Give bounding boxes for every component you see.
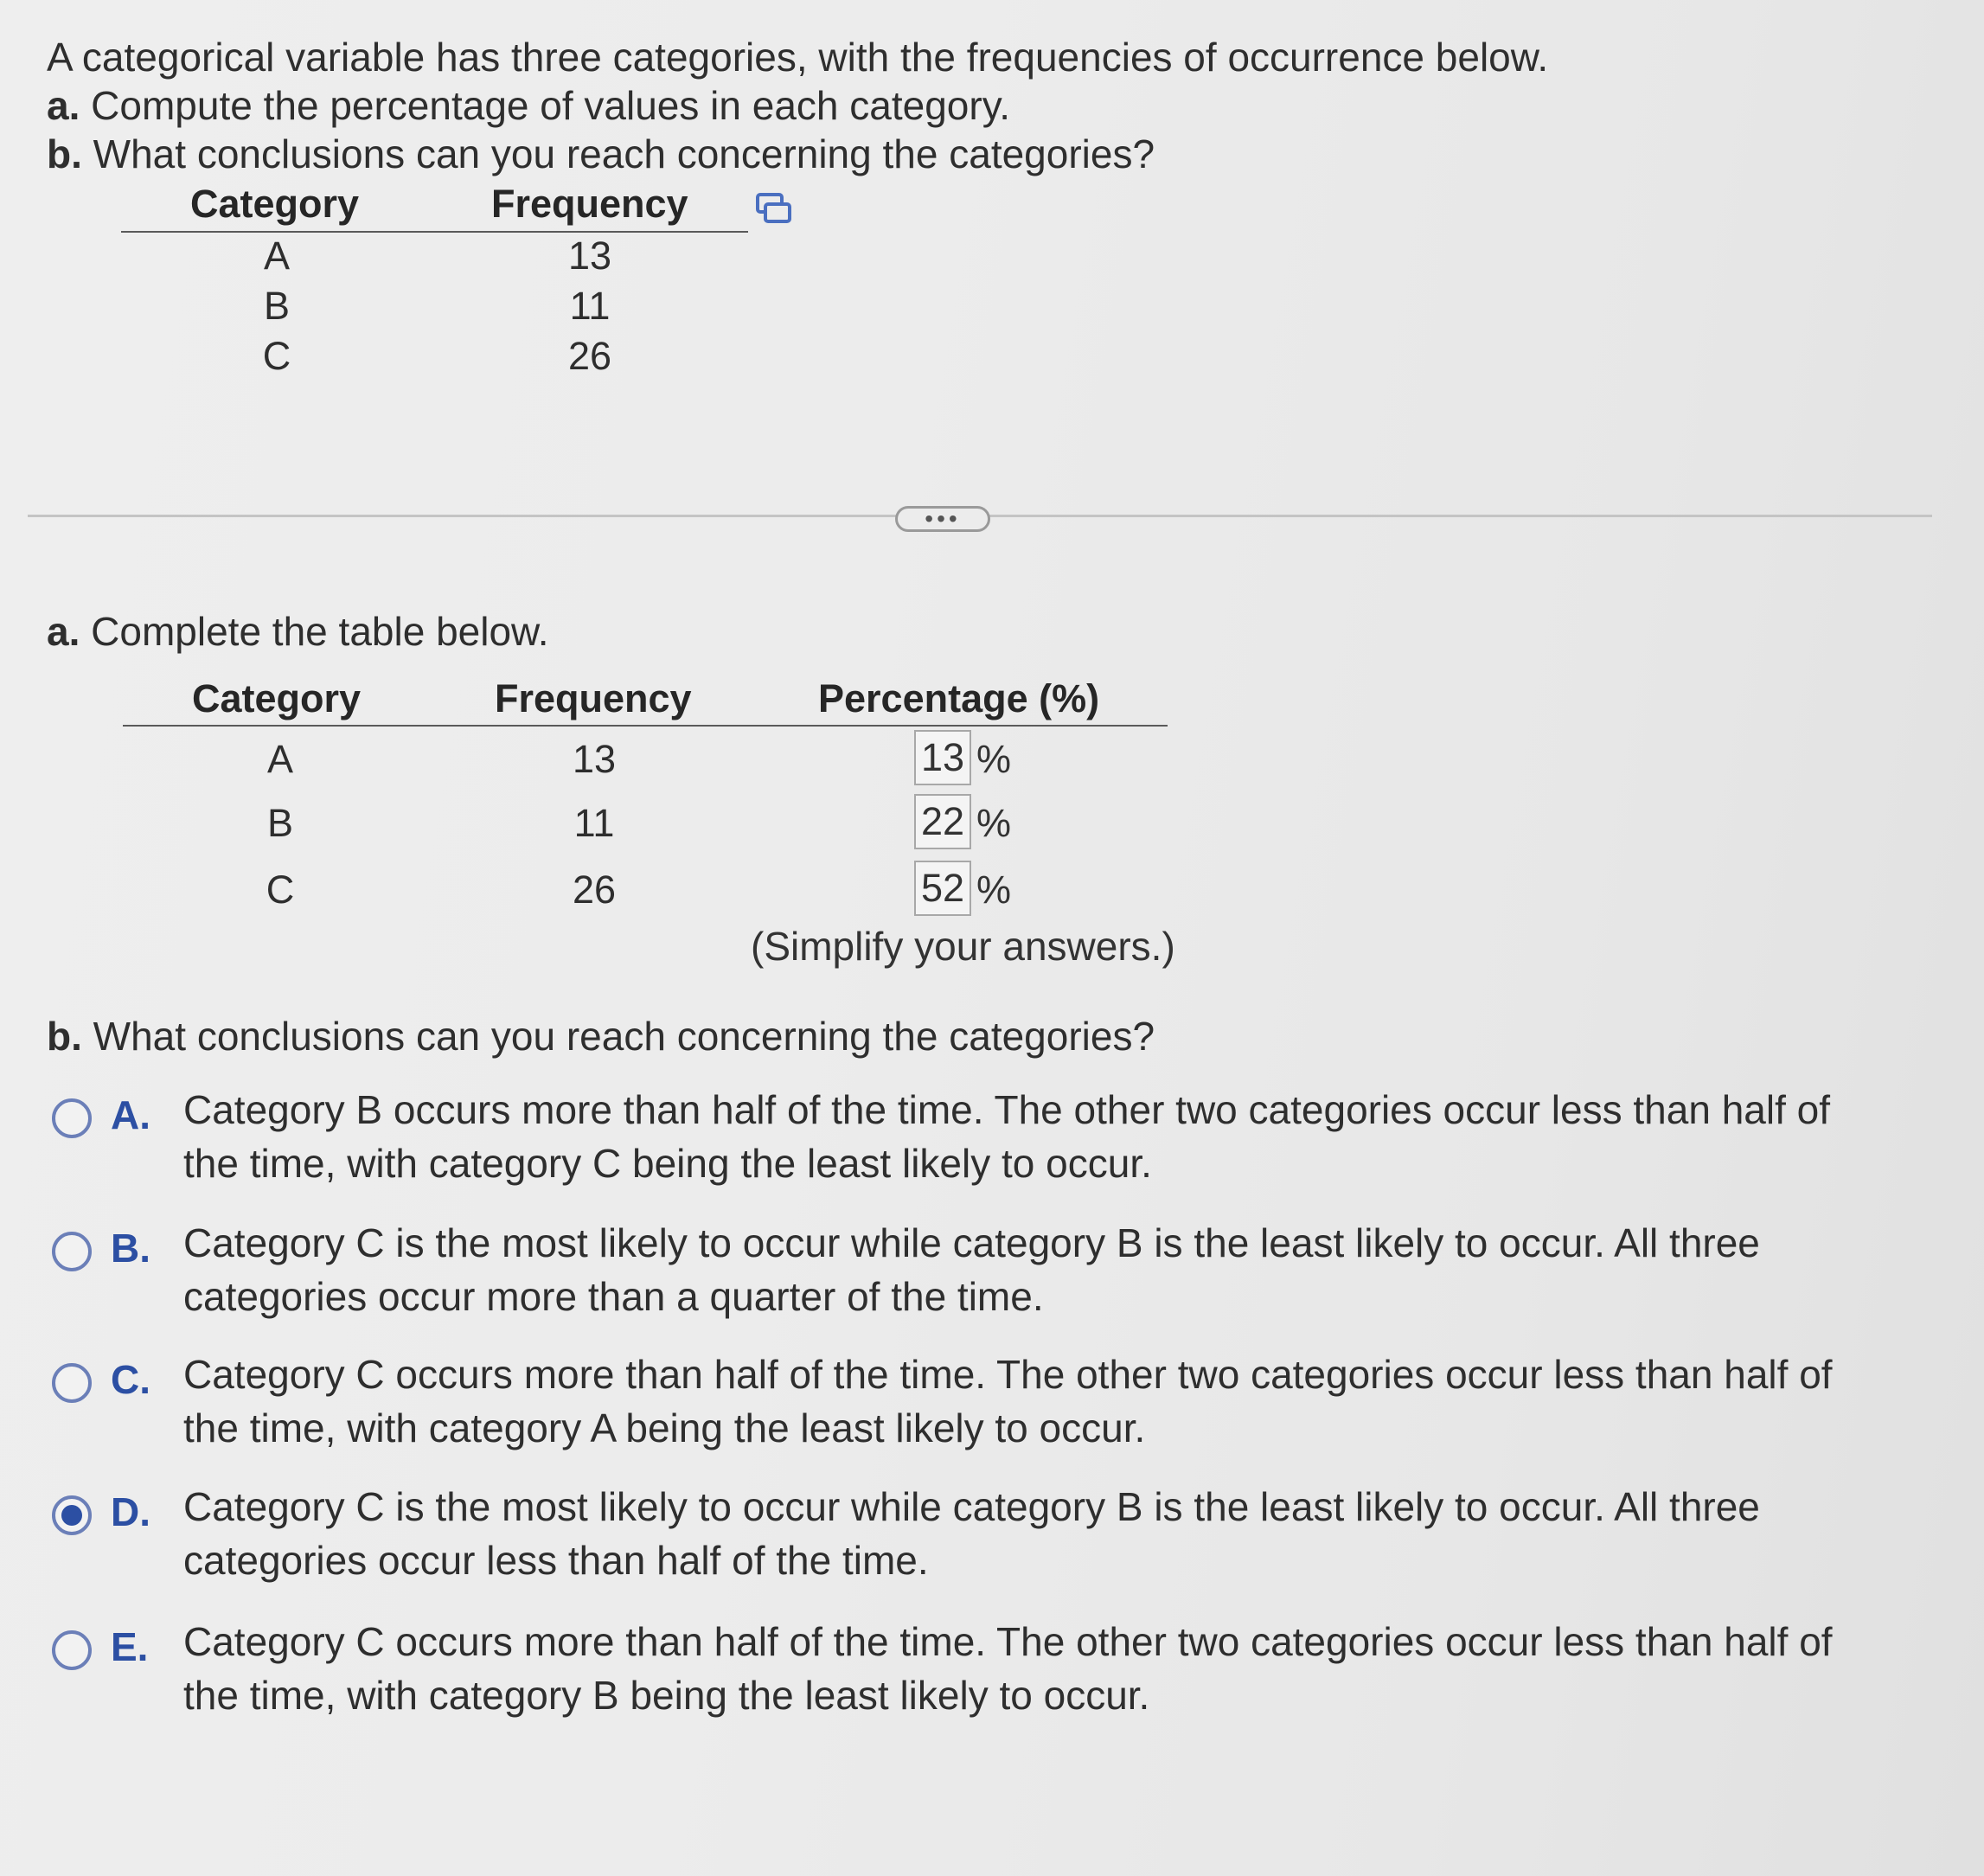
given-header-frequency: Frequency (491, 182, 688, 226)
problem-line-1: A categorical variable has three categories, with the frequencies of occurrence below. (47, 35, 1549, 80)
option-d-letter: D. (111, 1489, 150, 1534)
given-row-a-category: A (263, 234, 290, 278)
given-row-c-frequency: 26 (567, 334, 612, 378)
option-c-line-2: the time, with category A being the least likely to occur. (183, 1405, 1146, 1450)
answer-row-a-frequency: 13 (572, 737, 617, 781)
option-b-letter: B. (111, 1226, 150, 1271)
option-b-text[interactable] (183, 1216, 1904, 1323)
problem-line-3-text: What conclusions can you reach concerning the categories? (93, 131, 1155, 176)
option-c-radio[interactable] (52, 1363, 92, 1403)
answer-unit-b: % (976, 801, 1012, 845)
option-c-text[interactable] (183, 1348, 1904, 1455)
option-b-radio[interactable] (52, 1232, 92, 1271)
option-a-line-1: Category B occurs more than half of the time. The other two categories occur less than half of (183, 1087, 1831, 1132)
option-b-line-2: categories occur more than a quarter of the time. (183, 1274, 1044, 1319)
problem-line-2-text: Compute the percentage of values in each category. (91, 83, 1011, 128)
option-d-line-1: Category C is the most likely to occur while category B is the least likely to occur. All three (183, 1484, 1760, 1529)
problem-line-2 (47, 81, 1010, 130)
option-c-line-1: Category C occurs more than half of the time. The other two categories occur less than half of (183, 1352, 1833, 1397)
part-a-text: Complete the table below. (91, 609, 549, 654)
option-e-text[interactable] (183, 1615, 1904, 1722)
option-e-line-1: Category C occurs more than half of the time. The other two categories occur less than half of (183, 1619, 1833, 1664)
answer-unit-c: % (976, 868, 1012, 912)
option-a-radio[interactable] (52, 1098, 92, 1138)
answer-row-a-category: A (266, 737, 293, 781)
option-b-line-1: Category C is the most likely to occur while category B is the least likely to occur. All three (183, 1220, 1760, 1265)
answer-row-c-frequency: 26 (572, 868, 617, 912)
answer-input-b[interactable]: 22 (914, 794, 971, 849)
option-d-line-2: categories occur less than half of the time. (183, 1538, 929, 1583)
option-d-radio[interactable] (52, 1495, 92, 1535)
answer-row-c-category: C (266, 868, 295, 912)
part-a-prompt (47, 607, 549, 656)
given-row-a-frequency: 13 (567, 234, 612, 278)
option-a-letter: A. (111, 1092, 150, 1137)
given-row-b-category: B (263, 284, 290, 328)
answer-header-category: Category (192, 676, 362, 720)
given-row-b-frequency: 11 (569, 284, 611, 328)
problem-line-3 (47, 130, 1155, 178)
answer-input-c[interactable]: 52 (914, 861, 971, 916)
show-more-button[interactable]: ••• (895, 506, 990, 532)
option-d-text[interactable] (183, 1480, 1904, 1587)
problem-line-3-lead: b. (47, 131, 82, 176)
copy-table-icon[interactable] (755, 192, 793, 227)
simplify-note: (Simplify your answers.) (751, 924, 1175, 969)
part-b-lead: b. (47, 1014, 82, 1059)
answer-header-rule (123, 725, 1168, 727)
problem-line-2-lead: a. (47, 83, 80, 128)
answer-header-percentage: Percentage (%) (818, 676, 1100, 720)
answer-unit-a: % (976, 737, 1012, 781)
option-a-line-2: the time, with category C being the least likely to occur. (183, 1141, 1152, 1186)
part-b-text: What conclusions can you reach concerning the categories? (93, 1014, 1155, 1059)
answer-header-frequency: Frequency (495, 676, 692, 720)
answer-row-b-category: B (266, 801, 293, 845)
option-e-line-2: the time, with category B being the least likely to occur. (183, 1673, 1150, 1718)
option-a-text[interactable] (183, 1083, 1904, 1190)
part-b-prompt (47, 1012, 1155, 1060)
given-row-c-category: C (262, 334, 291, 378)
option-c-letter: C. (111, 1357, 150, 1402)
answer-input-a[interactable]: 13 (914, 730, 971, 785)
part-a-lead: a. (47, 609, 80, 654)
answer-row-b-frequency: 11 (573, 801, 615, 845)
given-header-rule (121, 231, 748, 233)
option-e-letter: E. (111, 1624, 149, 1669)
given-header-category: Category (190, 182, 360, 226)
option-e-radio[interactable] (52, 1630, 92, 1670)
